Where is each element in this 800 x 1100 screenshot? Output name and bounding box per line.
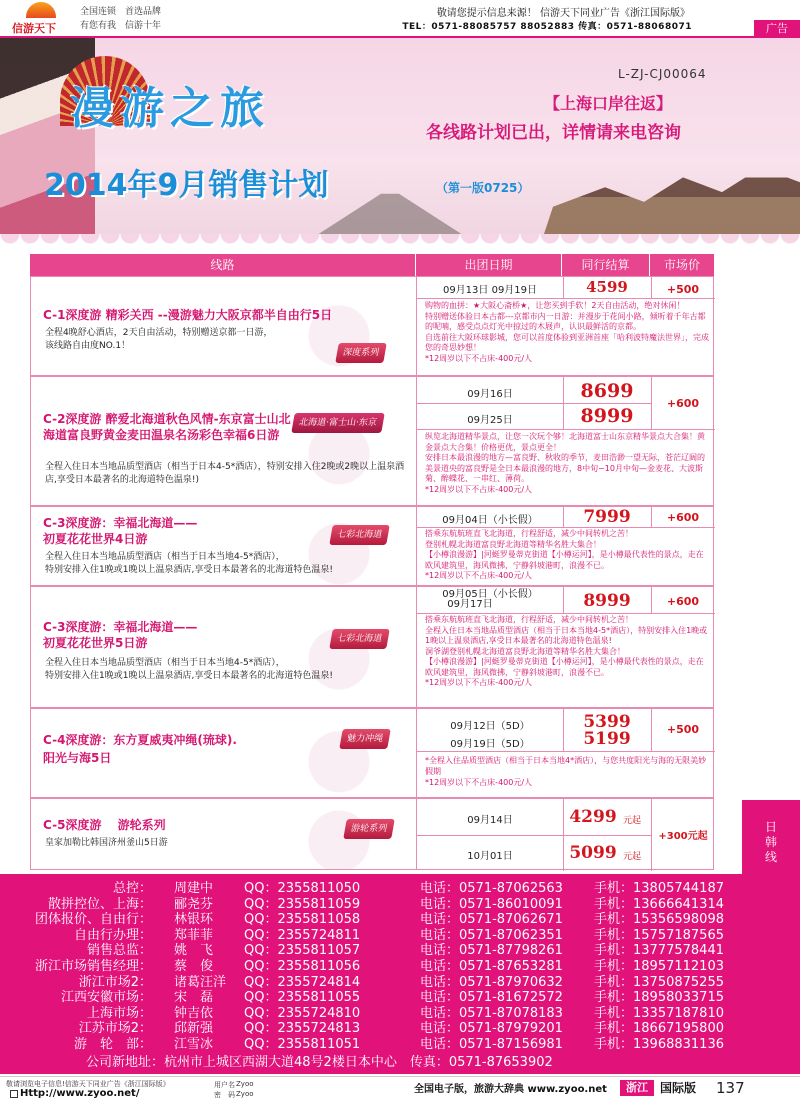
contact-role: 散拼控位、上海： (47, 896, 152, 912)
contact-qq: QQ：2355724810 (244, 1005, 361, 1021)
contact-row (0, 1020, 800, 1037)
contact-role: 浙江市场销售经理： (34, 959, 152, 974)
trade-price: 4599 (586, 278, 628, 296)
footer-url[interactable]: Http://www.zyoo.net/ (20, 1088, 140, 1099)
password-label: 密 码 (214, 1091, 235, 1099)
brand-logo (6, 2, 68, 36)
contact-mobile: 手机：13777578441 (594, 943, 724, 959)
contact-name: 林银环 (174, 912, 214, 928)
contact-qq: QQ：2355811051 (244, 1037, 361, 1052)
table-row (30, 376, 714, 506)
contact-role: 江西安徽市场： (60, 990, 152, 1006)
series-badge: 深度系列 (335, 343, 387, 363)
route-cell (31, 587, 417, 707)
banner-notice: 各线路计划已出，详情请来电咨询 (426, 123, 681, 143)
route-desc: 全程入住日本当地品质型酒店（相当于日本当地4-5*酒店）， 特别安排入住1晚或1晚以上温泉酒店,享受日本最著名的北海道特色温泉! (45, 552, 333, 575)
contact-phone: 电话：0571-87979201 (420, 1021, 563, 1037)
contact-name: 钟吉依 (174, 1005, 214, 1021)
series-badge: 游轮系列 (343, 819, 395, 839)
contact-role: 浙江市场2： (78, 974, 152, 990)
route-notes: 搭乘东航航班直飞北海道，行程舒适，减少中间转机之苦！ 全程入住日本当地品质型酒店（相当于日本当地4-5*酒店），特别安排入住1晚或1晚以上温泉酒店,享受日本最著名的北海道特色温泉! 洞爷湖登别札幌北海道富良野北海道等精华名胜大集合！ 【小樽浪漫游】|河蜓罗曼蒂克街道【小樽运河】，是小樽最代表性的景点，走在欧风建筑里，海风微拂，宁静斜坡港町，浪漫不已。 *12周岁以下不占床-400元/人 (425, 615, 708, 687)
contact-name: 江雪冰 (174, 1037, 214, 1052)
departure-date: 09月19日（5D） (450, 739, 530, 750)
market-price: +600 (666, 595, 700, 608)
market-price: +500 (666, 723, 700, 736)
contact-phone: 电话：0571-87078183 (420, 1005, 563, 1021)
contact-name: 邱新强 (174, 1021, 214, 1037)
series-badge: 北海道·富士山·东京 (291, 413, 384, 433)
page-number: 137 (716, 1079, 745, 1097)
contact-row (0, 927, 800, 944)
contact-mobile: 手机：15757187565 (594, 927, 724, 943)
contact-name: 周建中 (174, 881, 214, 896)
market-price: +500 (666, 283, 700, 296)
table-row (30, 506, 714, 586)
password-value: Zyoo (236, 1090, 254, 1098)
route-title: C-5深度游 游轮系列 (43, 818, 166, 832)
region-label: 浙江 (620, 1080, 654, 1096)
footer-slogan: 全国电子版，旅游大辞典 www.zyoo.net (414, 1084, 607, 1095)
contact-row (0, 896, 800, 913)
contact-role: 自由行办理： (73, 927, 152, 943)
route-title: C-1深度游 精彩关西 --漫游魅力大阪京都半自由行5日 (43, 308, 333, 322)
departure-date: 09月05日（小长假） (442, 589, 538, 600)
contact-qq: QQ：2355811058 (244, 912, 361, 928)
contact-mobile: 手机：13968831136 (594, 1037, 724, 1052)
contact-mobile: 手机：13357187810 (594, 1005, 724, 1021)
checkbox-icon (10, 1090, 18, 1098)
route-cell (31, 277, 417, 375)
header-market: 市场价 (650, 254, 714, 276)
castle-image (540, 148, 800, 246)
trade-price: 8699 (580, 380, 634, 402)
sun-icon (26, 2, 56, 18)
top-header (0, 0, 800, 38)
contact-phone: 电话：0571-87156981 (420, 1037, 563, 1052)
table-row (30, 586, 714, 708)
series-badge: 七彩北海道 (329, 525, 390, 545)
company-address: 公司新地址：杭州市上城区西湖大道48号2楼日本中心 传真：0571-87653902 (86, 1055, 553, 1070)
footer (0, 1076, 800, 1100)
contact-mobile: 手机：13666641314 (594, 896, 724, 912)
slogan-line-1: 全国连锁 首选品牌 (80, 7, 162, 17)
departure-date: 09月14日 (467, 815, 513, 826)
contact-qq: QQ：2355811056 (244, 959, 361, 974)
route-notes: 搭乘东航航班直飞北海道，行程舒适，减少中间转机之苦！ 登别札幌北海道富良野北海道等精华名胜大集合！ 【小樽浪漫游】|河蜓罗曼蒂克街道【小樽运河】，是小樽最代表性的景点，走在欧风建筑里，海风微拂，宁静斜坡港町，浪漫不已。 *12周岁以下不占床-400元/人 (425, 529, 704, 580)
contact-role: 上海市场： (86, 1005, 152, 1021)
contact-row (0, 942, 800, 959)
region-tab: 日 韩 线 (742, 800, 800, 876)
ad-tag: 广告 (754, 20, 800, 38)
contact-mobile: 手机：18667195800 (594, 1021, 724, 1037)
contact-row (0, 911, 800, 928)
user-label: 用户名 (214, 1081, 235, 1089)
route-cell (31, 377, 417, 505)
source-notice: 敬请您提示信息来源！ 信游天下同业广告《浙江国际版》 (436, 8, 690, 19)
scallop-divider (0, 234, 800, 246)
contact-row (0, 958, 800, 975)
route-notes: 纵览北海道精华景点，让您一次玩个够！北海道富士山东京精华景点大合集！黄金景点大合集！价格更优，景点更全！ 安排日本最浪漫的地方—富良野、秋收的季节，麦田浩渺一望无际，苍茫辽阔的美景道央的富良野是全日本最浪漫的地方，8中旬~10月中旬—金麦花、大波斯菊、醉蝶花、一串红、薄荷。 *12周岁以下不占床-400元/人 (425, 432, 705, 494)
logo-text: 信游天下 (12, 22, 56, 35)
route-desc: 全程入住日本当地品质型酒店（相当于日本4-5*酒店），特别安排入住2晚或2晚以上温泉酒店,享受日本最著名的北海道特色温泉!) (45, 462, 405, 485)
contact-qq: QQ：2355811059 (244, 896, 361, 912)
contact-qq: QQ：2355811057 (244, 943, 361, 959)
contact-name: 郦尧芬 (174, 896, 214, 912)
route-desc: 全程4晚舒心酒店，2天自由活动，特别赠送京都一日游， 该线路自由度NO.1！ (45, 328, 273, 351)
route-cell (31, 709, 417, 797)
price-unit: 元起 (623, 816, 642, 826)
contact-row (0, 1005, 800, 1022)
route-tag: 【上海口岸往返】 (544, 94, 673, 113)
departure-date: 09月25日 (467, 415, 513, 426)
banner-title: 漫游之旅 (70, 83, 270, 134)
slogan-line-2: 有您有我 信游十年 (80, 21, 162, 31)
trade-price: 8999 (580, 405, 634, 427)
table-row (30, 276, 714, 376)
route-title: C-3深度游：幸福北海道—— 初夏花花世界5日游 (43, 620, 198, 650)
route-desc: 皇家加勒比韩国济州釜山5日游 (45, 838, 168, 848)
product-code: L-ZJ-CJ00064 (618, 67, 707, 81)
contact-name: 郑菲菲 (174, 927, 214, 943)
market-price: +600 (666, 511, 700, 524)
contact-mobile: 手机：18958033715 (594, 990, 724, 1006)
contact-name: 诸葛汪洋 (174, 974, 227, 990)
contact-phone: 电话：0571-87653281 (420, 959, 563, 974)
route-cell (31, 507, 417, 585)
route-desc: 全程入住日本当地品质型酒店（相当于日本当地4-5*酒店）， 特别安排入住1晚或1晚以上温泉酒店,享受日本最著名的北海道特色温泉! (45, 658, 333, 681)
header-price: 同行结算 (562, 254, 650, 276)
route-title: C-3深度游：幸福北海道—— 初夏花花世界4日游 (43, 516, 198, 546)
departure-date: 09月04日（小长假） (442, 515, 538, 526)
trade-price: 4299 (569, 807, 617, 827)
header-route: 线路 (30, 254, 416, 276)
contact-phone: 电话：0571-87970632 (420, 974, 563, 990)
contact-row (0, 880, 800, 897)
banner-subtitle: 2014年9月销售计划 (44, 168, 329, 203)
contact-mobile: 手机：13750875255 (594, 974, 724, 990)
contact-role: 团体报价、自由行： (34, 912, 152, 928)
contact-role: 游 轮 部： (73, 1037, 152, 1052)
trade-price: 5399 (583, 712, 631, 732)
header-date: 出团日期 (416, 254, 562, 276)
series-badge: 魅力冲绳 (339, 729, 391, 749)
contact-qq: QQ：2355724811 (244, 927, 361, 943)
contact-qq: QQ：2355811050 (244, 881, 361, 896)
banner (0, 38, 800, 246)
footer-notice: 敬请浏览电子信息!信游天下同业广告《浙江国际版》 (6, 1080, 170, 1088)
table-row (30, 708, 714, 798)
header-contact: TEL：0571-88085757 88052883 传真：0571-88068071 (402, 22, 692, 32)
contact-phone: 电话：0571-87798261 (420, 943, 563, 959)
trade-price: 8999 (583, 591, 631, 611)
contact-row (0, 1036, 800, 1053)
trade-price: 5199 (583, 729, 631, 749)
contact-name: 蔡 俊 (174, 959, 214, 974)
departure-date: 09月16日 (467, 389, 513, 400)
table-row (30, 798, 714, 870)
route-notes: 购物的血拼：★大阪心斋桥★，让您买到手软！2天自由活动，绝对休闲！ 特别赠送体验日本古都---京都市内一日游：并漫步于花间小路，倾听着千年古都的呢喃，感受点点灯光中掠过的木屐声，认识最鲜活的京都。 自选前往大阪环球影城，您可以首度体验到亚洲首座「哈利波特魔法世界」，完成您的奇思妙想！ *12周岁以下不占床-400元/人 (425, 301, 709, 363)
departure-date: 09月13日 09月19日 (442, 285, 538, 296)
contact-row (0, 989, 800, 1006)
contact-qq: QQ：2355724814 (244, 974, 361, 990)
contact-mobile: 手机：18957112103 (594, 959, 724, 974)
contact-name: 宋 磊 (174, 990, 214, 1006)
edition-label: 国际版 (660, 1081, 697, 1095)
departure-date: 09月12日（5D） (450, 721, 530, 732)
contact-qq: QQ：2355811055 (244, 990, 361, 1006)
contact-phone: 电话：0571-87062351 (420, 927, 563, 943)
contact-role: 总控： (112, 881, 152, 896)
contact-role: 销售总监： (86, 943, 152, 959)
departure-date: 09月17日 (447, 599, 493, 610)
contact-phone: 电话：0571-87062563 (420, 881, 563, 896)
contact-mobile: 手机：15356598098 (594, 912, 724, 928)
user-value: Zyoo (236, 1080, 254, 1088)
contact-mobile: 手机：13805744187 (594, 881, 724, 896)
route-cell (31, 799, 417, 869)
series-badge: 七彩北海道 (329, 629, 390, 649)
version-label: （第一版0725） (436, 181, 530, 195)
contact-phone: 电话：0571-86010091 (420, 896, 563, 912)
route-title: C-4深度游：东方夏威夷冲绳(琉球). 阳光与海5日 (43, 733, 237, 765)
contact-phone: 电话：0571-87062671 (420, 912, 563, 928)
contact-phone: 电话：0571-81672572 (420, 990, 563, 1006)
contact-qq: QQ：2355724813 (244, 1021, 361, 1037)
departure-date: 10月01日 (467, 851, 513, 862)
market-price: +600 (666, 397, 700, 410)
route-title: C-2深度游 醉爱北海道秋色风情-东京富士山北海道富良野黄金麦田温泉名汤彩色幸福6日游 (43, 412, 291, 442)
trade-price: 7999 (583, 507, 631, 527)
trade-price: 5099 (569, 843, 617, 863)
contacts-panel (0, 874, 800, 1074)
contact-row (0, 974, 800, 991)
contact-name: 姚 飞 (174, 943, 214, 959)
market-price: +300元起 (658, 831, 708, 842)
route-notes: *全程入住品质型酒店（相当于日本当地4*酒店），与您共度阳光与海的无限美妙假期 *12周岁以下不占床-400元/人 (425, 756, 707, 787)
price-unit: 元起 (623, 852, 642, 862)
contact-role: 江苏市场2： (78, 1021, 152, 1037)
